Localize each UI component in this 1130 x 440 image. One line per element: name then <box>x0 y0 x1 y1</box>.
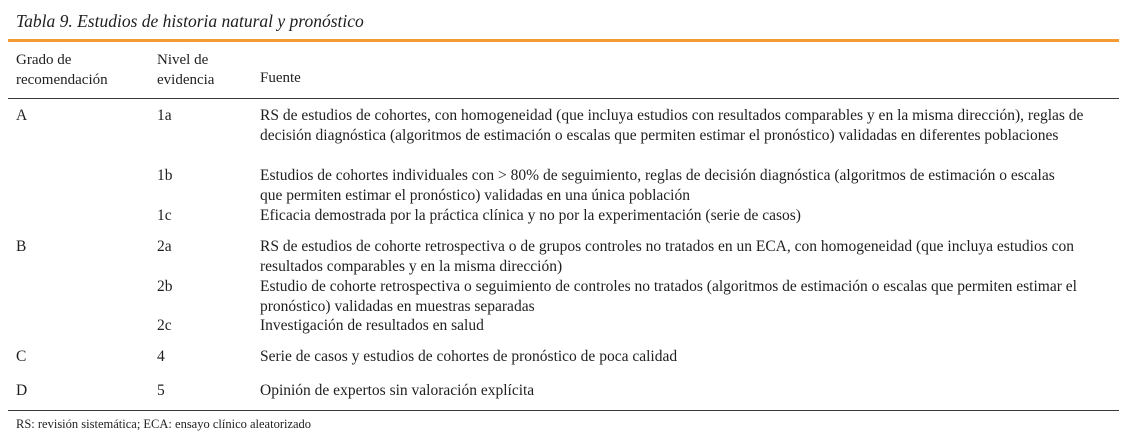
caption-accent-rule <box>8 39 1119 42</box>
source-1c: Eficacia demostrada por la práctica clínica y no por la experimentación (serie de casos) <box>260 207 801 224</box>
level-2c: 2c <box>157 317 172 334</box>
source-1b: Estudios de cohortes individuales con > 80% de seguimiento, reglas de decisión diagnóstica (algoritmos de estimación o escalas que permiten estimar el pronóstico) validadas en una única población <box>260 167 1055 204</box>
grade-b: B <box>16 238 27 255</box>
level-2a: 2a <box>157 238 172 255</box>
source-4: Serie de casos y estudios de cohortes de pronóstico de poca calidad <box>260 348 678 365</box>
level-4: 4 <box>157 348 165 365</box>
grade-d: D <box>16 382 28 399</box>
level-2b: 2b <box>157 278 173 295</box>
header-divider <box>8 98 1119 99</box>
grade-a: A <box>16 107 28 124</box>
table-caption: Tabla 9. Estudios de historia natural y pronóstico <box>16 11 364 31</box>
source-2c: Investigación de resultados en salud <box>260 317 484 334</box>
header-nivel: Nivel de evidencia <box>157 52 215 88</box>
source-5: Opinión de expertos sin valoración explícita <box>260 382 535 399</box>
source-1a: RS de estudios de cohortes, con homogeneidad (que incluya estudios con resultados comparables y en la misma dirección), reglas de decisión diagnóstica (algoritmos de estimación o escalas que permiten estimar el pronóstico) validadas en diferentes poblaciones <box>260 107 1084 144</box>
table-bottom-rule <box>8 410 1119 411</box>
source-2a: RS de estudios de cohorte retrospectiva o de grupos controles no tratados en un ECA, con homogeneidad (que incluya estudios con resultados comparables y en la misma dirección) <box>260 238 1074 275</box>
header-grado: Grado de recomendación <box>16 52 108 88</box>
table-footnote: RS: revisión sistemática; ECA: ensayo clínico aleatorizado <box>16 417 312 431</box>
source-2b: Estudio de cohorte retrospectiva o seguimiento de controles no tratados (algoritmos de estimación o escalas que permiten estimar el pronóstico) validadas en muestras separadas <box>260 278 1077 315</box>
level-5: 5 <box>157 382 165 399</box>
level-1b: 1b <box>157 167 173 184</box>
grade-c: C <box>16 348 27 365</box>
level-1a: 1a <box>157 107 172 124</box>
level-1c: 1c <box>157 207 172 224</box>
header-fuente: Fuente <box>260 70 301 86</box>
